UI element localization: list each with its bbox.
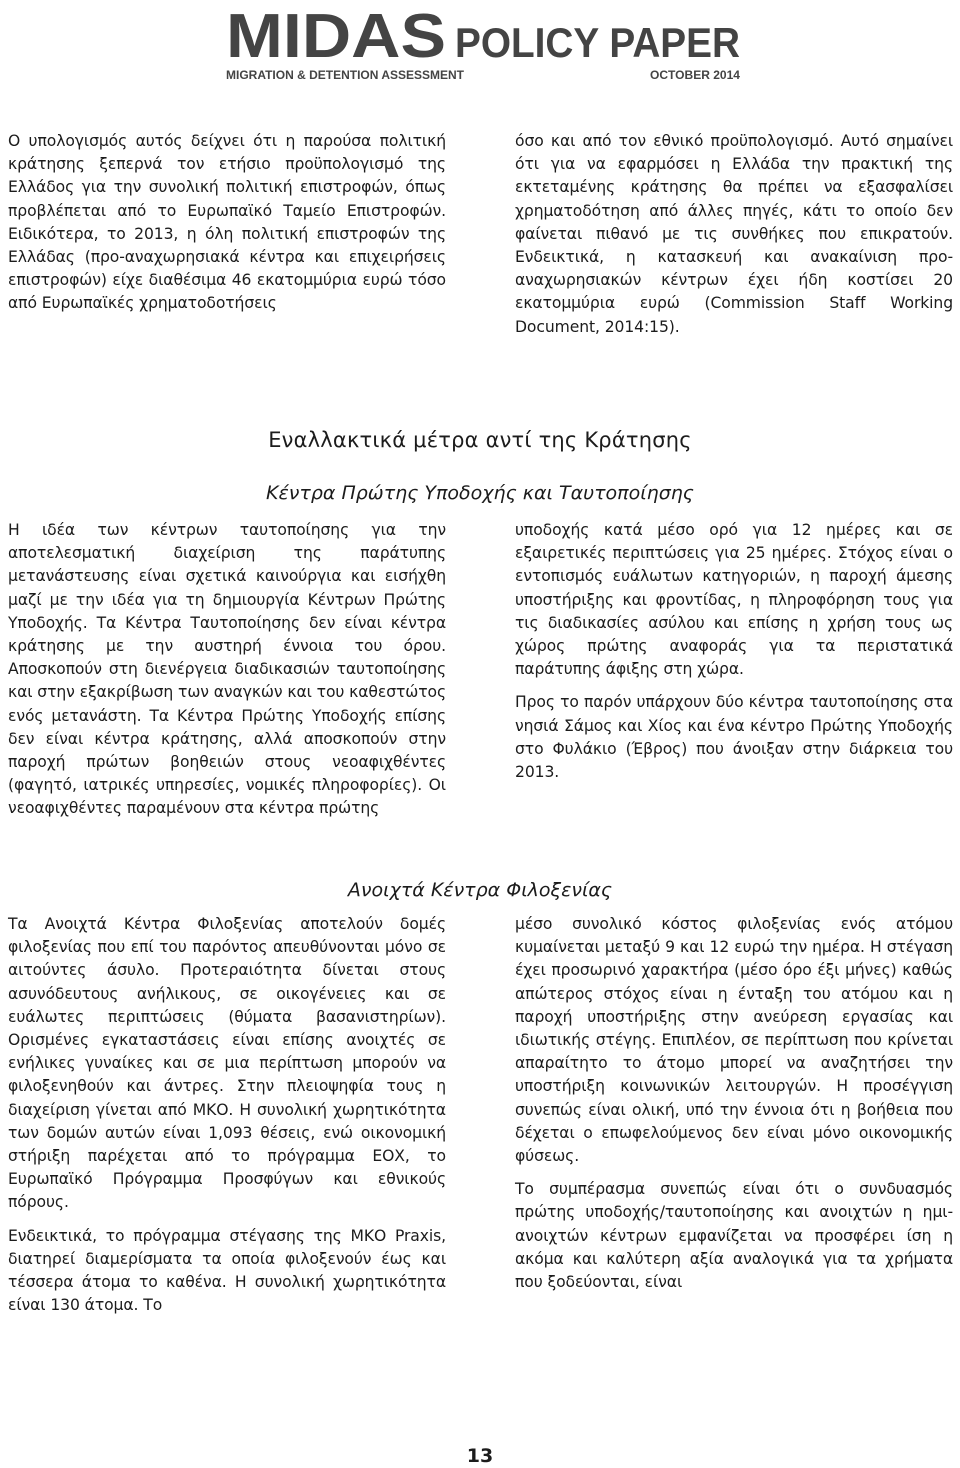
logo-main: MIDAS [226,2,446,71]
logo-secondary: POLICY PAPER [455,19,740,66]
section-title: Εναλλακτικά μέτρα αντί της Κράτησης [268,428,692,452]
first-reception-left-column [8,519,446,821]
intro-right-paragraph: όσο και από τον εθνικό προϋπολογισμό. Αυτό σημαίνει ότι για να εφαρμόσει η Ελλάδα την πρακτική της εκτεταμένης κράτησης θα πρέπει να εξασφαλίσει χρηματοδότηση από άλλες πηγές, κάτι το οποίο δεν φαίνεται πιθανό με τις συνθήκες που επικρατούν. Ενδεικτικά, η κατασκευή και ανακαίνιση προ-αναχωρησιακών κέντρων έχει ήδη κοστίσει 20 εκατομμύρια ευρώ (Commission Staff Working Document, 2014:15). [515,132,953,336]
intro-left-paragraph: Ο υπολογισμός αυτός δείχνει ότι η παρούσα πολιτική κράτησης ξεπερνά τον ετήσιο προϋπολογισμό της Ελλάδος για την συνολική πολιτική επιστροφών, όπως προβλέπεται από το Ευρωπαϊκό Ταμείο Επιστροφών. Ειδικότερα, το 2013, η όλη πολιτική επιστροφών της Ελλάδας (προ-αναχωρησιακά κέντρα και επιχειρήσεις επιστροφών) είχε διαθέσιμα 46 εκατομμύρια ευρώ τόσο από Ευρωπαϊκές χρηματοδοτήσεις [8,132,446,313]
open-centres-left-column [8,913,446,1317]
midas-logo [0,0,960,95]
first-reception-right-column [515,519,953,784]
intro-left-column [8,130,446,316]
first-reception-left-paragraph: Η ιδέα των κέντρων ταυτοποίησης για την αποτελεσματική διαχείριση της παράτυπης μετανάστευσης είναι σχετικά καινούργια και εισήχθη μαζί με την ιδέα για τη δημιουργία Κέντρων Πρώτης Υποδοχής. Τα Κέντρα Ταυτοποίησης δεν είναι κέντρα κράτησης με την αυστηρή έννοια του όρου. Αποσκοπούν στη διενέργεια διαδικασιών ταυτοποίησης και στην εξακρίβωση των αναγκών και του καθεστώτος ενός μετανάστη. Τα Κέντρα Πρώτης Υποδοχής επίσης δεν είναι κέντρα κράτησης, αλλά αποσκοπούν στην παροχή πρώτων βοηθειών στους νεοαφιχθέντες (φαγητό, ιατρικές υπηρεσίες, νομικές πληροφορίες). Οι νεοαφιχθέντες παραμένουν στα κέντρα πρώτης [8,521,447,818]
open-centres-left-paragraph-2: Ενδεικτικά, το πρόγραμμα στέγασης της ΜΚΟ Praxis, διατηρεί διαμερίσματα τα οποία φιλοξενούν έως και τέσσερα άτομα το καθένα. Η συνολική χωρητικότητα είναι 130 άτομα. Το [8,1226,446,1315]
subsection-title-open-centres: Ανοιχτά Κέντρα Φιλοξενίας [347,879,613,901]
logo-subtitle: MIGRATION & DETENTION ASSESSMENT [226,70,464,82]
subsection-title-first-reception: Κέντρα Πρώτης Υποδοχής και Ταυτοποίησης [266,482,694,504]
open-centres-right-paragraph-1: μέσο συνολικό κόστος φιλοξενίας ενός ατόμου κυμαίνεται μεταξύ 9 και 12 ευρώ την ημέρα. Η στέγαση έχει προσωρινό χαρακτήρα (μέσο όρο έξι μήνες) καθώς απώτερος στόχος είναι η ένταξη του ατόμου και η παροχή υποστήριξης στην ανεύρεση εργασίας και ιδιωτικής στέγης. Επιπλέον, σε περίπτωση που κρίνεται απαραίτητο το άτομο μπορεί να αναζητήσει την υποστήριξη κοινωνικών λειτουργών. Η προσέγγιση συνεπώς είναι ολική, υπό την έννοια ότι η βοήθεια που δέχεται ο επωφελούμενος δεν είναι μόνο οικονομικής φύσεως. [515,915,953,1166]
open-centres-right-paragraph-2: Το συμπέρασμα συνεπώς είναι ότι ο συνδυασμός πρώτης υποδοχής/ταυτοποίησης και ανοιχτών η ημι-ανοιχτών κέντρων εμφανίζεται να προσφέρει ίση η ακόμα και καλύτερη αξία αναλογικά για τα χρήματα που ξοδεύονται, είναι [515,1180,953,1292]
first-reception-right-paragraph-2: Προς το παρόν υπάρχουν δύο κέντρα ταυτοποίησης στα νησιά Σάμος και Χίος και ένα κέντρο Πρώτης Υποδοχής στο Φυλάκιο (Έβρος) που άνοιξαν στην διάρκεια του 2013. [515,693,953,782]
open-centres-right-column [515,913,953,1294]
page-number: 13 [466,1445,494,1467]
logo-date: OCTOBER 2014 [650,70,741,82]
intro-right-column [515,130,953,339]
open-centres-left-paragraph-1: Τα Ανοιχτά Κέντρα Φιλοξενίας αποτελούν δομές φιλοξενίας που επί του παρόντος απευθύνονται μόνο σε αιτούντες άσυλο. Προτεραιότητα δίνεται στους ασυνόδευτους ανήλικους, σε οικογένειες και σε ευάλωτες περιπτώσεις (θύματα βασανιστηρίων). Ορισμένες εγκαταστάσεις είναι επίσης ανοιχτές σε ενήλικες γυναίκες και σε μια περίπτωση μπορούν να φιλοξενηθούν και άντρες. Στην πλειοψηφία τους η διαχείριση γίνεται από ΜΚΟ. Η συνολική χωρητικότητα των δομών αυτών είναι 1,093 θέσεις, ενώ οικονομική στήριξη παρέχεται από το πρόγραμμα ΕΟΧ, το Ευρωπαϊκό Πρόγραμμα Προσφύγων και εθνικούς πόρους. [8,915,446,1212]
masthead [0,0,960,95]
first-reception-right-paragraph-1: υποδοχής κατά μέσο ορό για 12 ημέρες και σε εξαιρετικές περιπτώσεις για 25 ημέρες. Στόχος είναι ο εντοπισμός ευάλωτων κατηγοριών, η παροχή άμεσης υποστήριξης και φροντίδας, η πληροφόρηση τους για τις διαδικασίες ασύλου και επίσης η χρήση τους ως χώρος πρώτης αναφοράς για τα περιστατικά παράτυπης άφιξης στη χώρα. [515,521,953,679]
